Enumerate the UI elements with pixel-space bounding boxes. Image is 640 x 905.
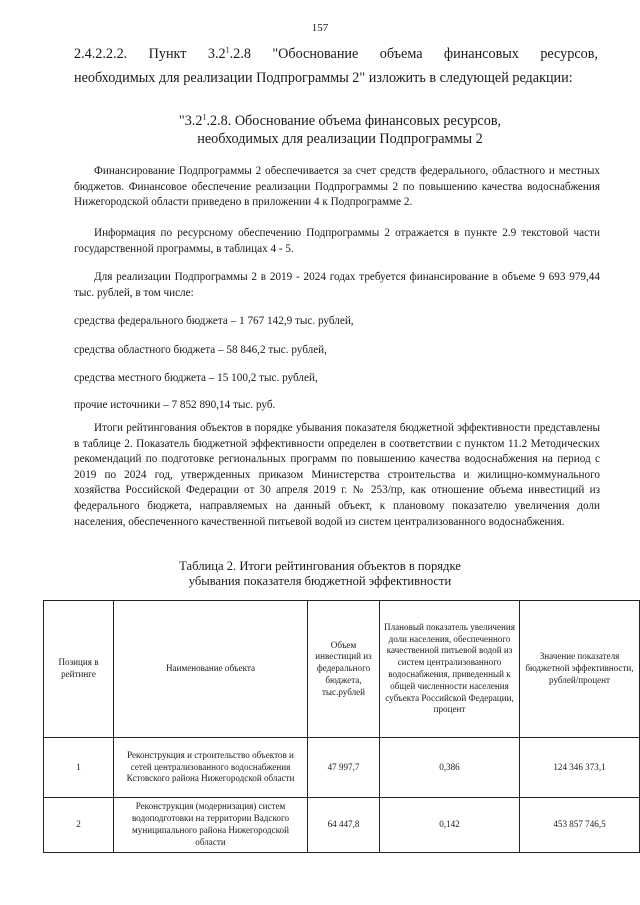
page-number: 157 [311,22,329,34]
amendment-intro [74,42,598,90]
section-heading [120,112,560,148]
funding-federal: средства федерального бюджета – 1 767 142,9 тыс. рублей, [74,315,354,327]
header-position: Позиция в рейтинге [44,601,114,738]
table-caption [0,559,640,589]
table-row [44,738,640,798]
header-indicator: Плановый показатель увеличения доли населения, обеспеченного качественной питьевой водой из систем централизованного водоснабжения, приведенный к общей численности населения субъекта Российской Федерации, процент [380,601,520,738]
table-row [44,798,640,853]
cell-object-name: Реконструкция и строительство объектов и сетей централизованного водоснабжения Кстовского района Нижегородской области [114,738,308,798]
funding-regional: средства областного бюджета – 58 846,2 тыс. рублей, [74,344,327,356]
cell-investment: 64 447,8 [308,798,380,853]
section-heading-line2: необходимых для реализации Подпрограммы 2 [197,131,483,147]
header-object-name: Наименование объекта [114,601,308,738]
cell-object-name: Реконструкция (модернизация) систем водоподготовки на территории Вадского муниципального района Нижегородской области [114,798,308,853]
cell-efficiency: 453 857 746,5 [520,798,640,853]
paragraph-rating: Итоги рейтингования объектов в порядке убывания показателя бюджетной эффективности представлены в таблице 2. Показатель бюджетной эффективности определен в соответствии с пунктом 11.2 Методических рекомендаций по подготовке региональных программ по повышению качества водоснабжения на период с 2019 по 2024 год, утвержденных приказом Министерства строительства и жилищно-коммунального хозяйства Российской Федерации от 30 апреля 2019 г. № 253/пр, как отношение объема инвестиций из федерального бюджета, направляемых на данный объект, к плановому показателю увеличения доли населения, обеспеченного качественной питьевой водой из систем централизованного водоснабжения. [74,422,600,528]
amendment-intro-line1: 2.4.2.2.2. Пункт $3.2^1.2.8$ "Обоснование объема финансовых ресурсов, [74,45,598,62]
paragraph-financing: Финансирование Подпрограммы 2 обеспечивается за счет средств федерального, областного и местных бюджетов. Финансовое обеспечение реализации Подпрограммы 2 по повышению качества водоснабжения Нижегородской области приведено в приложении 4 к Подпрограмме 2. [74,165,600,209]
table-header-row [44,601,640,738]
header-efficiency: Значение показателя бюджетной эффективности, рублей/процент [520,601,640,738]
table-caption-line2: убывания показателя бюджетной эффективности [188,574,452,588]
amendment-intro-line2: необходимых для реализации Подпрограммы 2" изложить в следующей редакции: [74,70,573,86]
header-investment: Объем инвестиций из федерального бюджета, тыс.рублей [308,601,380,738]
rating-table [43,600,640,853]
section-heading-line1: "$3.2^1.2.8$. Обоснование объема финансовых ресурсов, [178,112,502,129]
cell-indicator: 0,386 [380,738,520,798]
table-caption-line1: Таблица 2. Итоги рейтингования объектов в порядке [179,559,461,573]
paragraph-funding-total: Для реализации Подпрограммы 2 в 2019 - 2024 годах требуется финансирование в объеме 9 693 979,44 тыс. рублей, в том числе: [74,271,600,299]
cell-position: 1 [44,738,114,798]
cell-position: 2 [44,798,114,853]
cell-indicator: 0,142 [380,798,520,853]
cell-efficiency: 124 346 373,1 [520,738,640,798]
funding-local: средства местного бюджета – 15 100,2 тыс. рублей, [74,372,318,384]
paragraph-resources: Информация по ресурсному обеспечению Подпрограммы 2 отражается в пункте 2.9 текстовой части государственной программы, в таблицах 4 - 5. [74,227,600,255]
funding-other: прочие источники – 7 852 890,14 тыс. руб. [74,399,276,411]
cell-investment: 47 997,7 [308,738,380,798]
